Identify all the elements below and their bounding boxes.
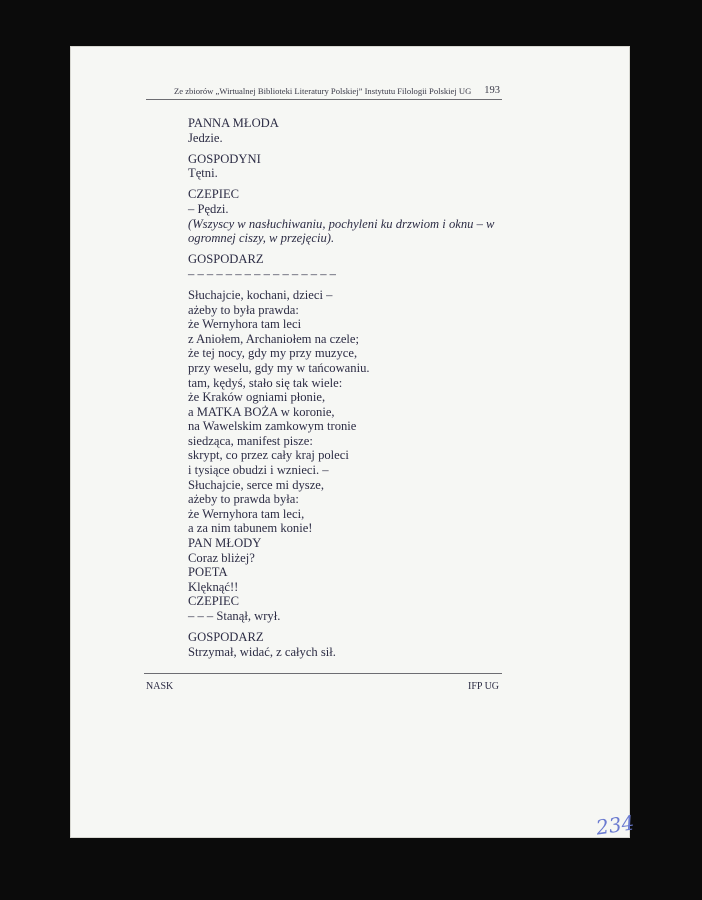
text-line: GOSPODYNI [188, 151, 261, 166]
handwritten-page-note: 234 [594, 810, 636, 840]
text-line: PAN MŁODY [188, 536, 262, 551]
text-line: że Kraków ogniami płonie, [188, 390, 326, 405]
text-line: a MATKA BOŻA w koronie, [188, 404, 335, 419]
text-line: CZEPIEC [188, 187, 240, 202]
header-source: Ze zbiorów „Wirtualnej Biblioteki Literatury Polskiej” Instytutu Filologii Polskiej UG [174, 86, 472, 96]
text-line: – Pędzi. [188, 201, 229, 216]
text-line: Coraz bliżej? [188, 550, 255, 565]
running-header [146, 84, 502, 100]
text-line: skrypt, co przez cały kraj poleci [188, 448, 349, 463]
document-page [70, 46, 630, 838]
text-line: ażeby to prawda była: [188, 492, 299, 507]
text-line: a za nim tabunem konie! [188, 521, 313, 536]
text-line: ażeby to była prawda: [188, 302, 299, 317]
text-line: GOSPODARZ [188, 630, 264, 645]
text-line: że Wernyhora tam leci, [188, 506, 305, 521]
text-line: tam, kędyś, stało się tak wiele: [188, 375, 343, 390]
stage-direction-line: ogromnej ciszy, w przejęciu). [188, 231, 335, 246]
text-line: Słuchajcie, kochani, dzieci – [188, 287, 333, 302]
text-line: Klęknąć!! [188, 579, 239, 594]
text-line: i tysiące obudzi i wznieci. – [188, 463, 329, 478]
footer-right: IFP UG [468, 681, 500, 692]
text-line: Tętni. [188, 166, 218, 181]
footer-rule [144, 673, 502, 674]
text-line: PANNA MŁODA [188, 116, 279, 130]
text-line: Strzymał, widać, z całych sił. [188, 644, 336, 659]
text-line: na Wawelskim zamkowym tronie [188, 419, 357, 434]
text-line: POETA [188, 565, 228, 580]
text-line: przy weselu, gdy my w tańcowaniu. [188, 360, 370, 375]
stage-direction-line: (Wszyscy w nasłuchiwaniu, pochyleni ku drzwiom i oknu – w [188, 216, 495, 231]
drama-text [188, 116, 508, 659]
text-line: że Wernyhora tam leci [188, 317, 302, 332]
text-line: – – – Stanął, wrył. [188, 609, 281, 623]
text-line: – – – – – – – – – – – – – – – – [188, 266, 336, 281]
text-line: CZEPIEC [188, 594, 240, 609]
footer-left: NASK [146, 681, 174, 692]
page-number: 193 [484, 85, 500, 96]
text-line: GOSPODARZ [188, 252, 264, 267]
text-line: że tej nocy, gdy my przy muzyce, [188, 346, 358, 361]
text-line: z Aniołem, Archaniołem na czele; [188, 331, 359, 346]
text-line: Jedzie. [188, 130, 223, 145]
text-line: Słuchajcie, serce mi dysze, [188, 477, 325, 492]
text-line: siedząca, manifest pisze: [188, 433, 313, 448]
